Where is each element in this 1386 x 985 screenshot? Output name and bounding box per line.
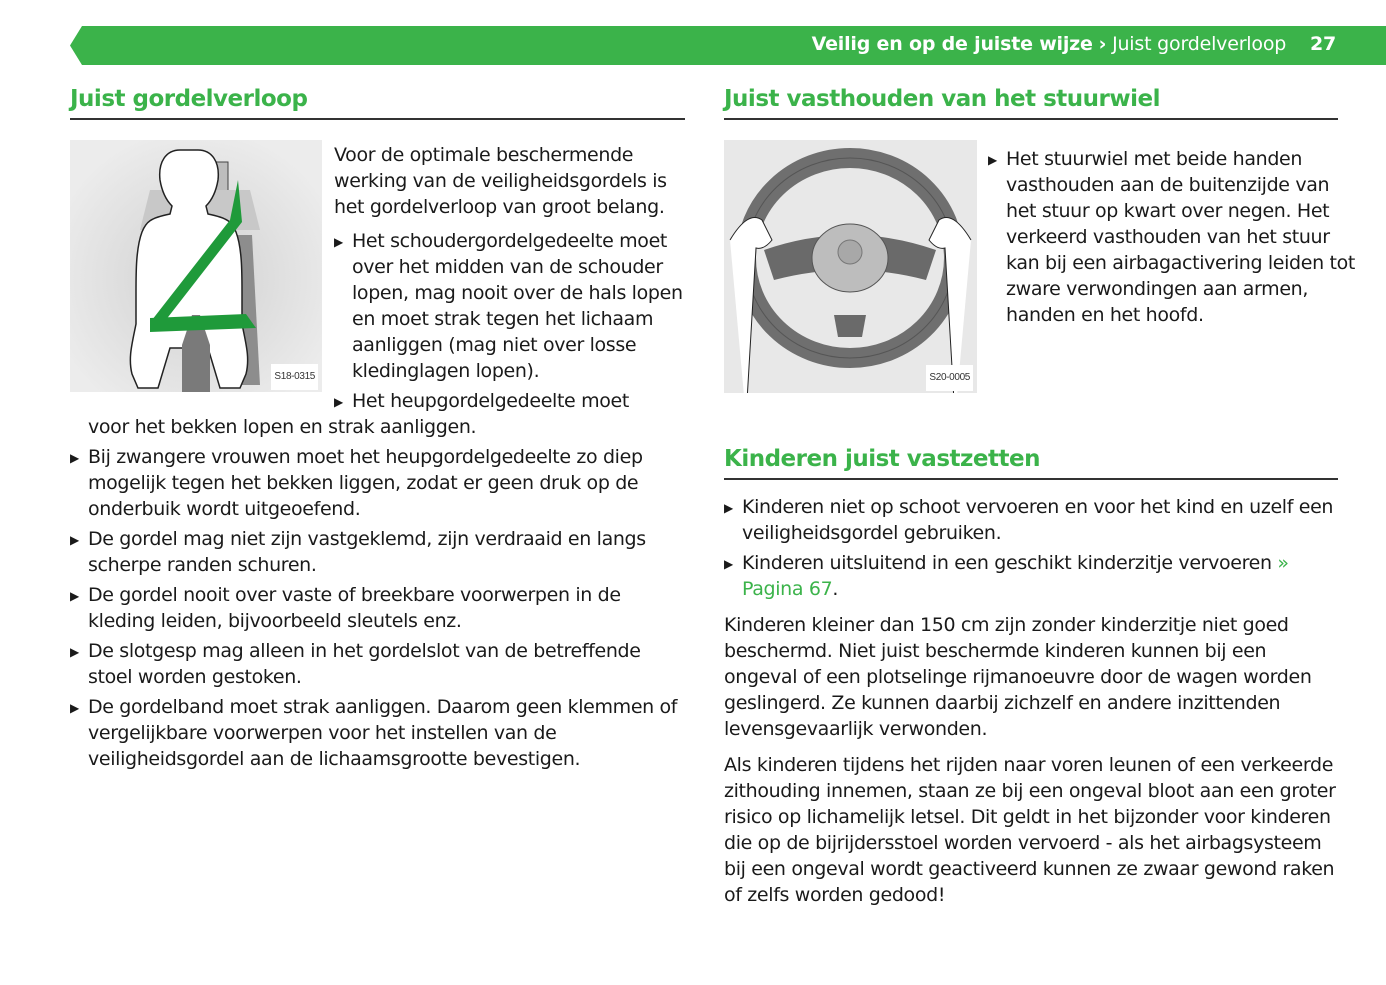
children-paragraph-2: Als kinderen tijdens het rijden naar voren leunen of een verkeerde zithouding innemen, staan ze bij een ongeval bloot aan een groter risico op lichamelijk letsel. Dit geldt in het bijzonder voor kinderen die op de bijrijdersstoel worden vervoerd - als het airbagsysteem bij een ongeval wordt geactiveerd kunnen ze zwaar gewond raken of zelfs worden gedood! xyxy=(724,754,1336,906)
figure-label: S20-0005 xyxy=(926,365,973,391)
bullet-continuation: voor het bekken lopen en strak aanliggen. xyxy=(88,416,477,438)
bullet-triangle-icon: ▶ xyxy=(70,533,79,547)
bullet-triangle-icon: ▶ xyxy=(70,589,79,603)
steering-figure xyxy=(724,140,977,393)
bullet-triangle-icon: ▶ xyxy=(724,557,733,571)
bullet-item: ▶ Bij zwangere vrouwen moet het heupgordelgedeelte zo diep mogelijk tegen het bekken liggen, zodat er geen druk op de onderbuik wordt uitgeoefend. xyxy=(70,446,643,520)
bullet-item: ▶ Het heupgordelgedeelte moet xyxy=(334,388,685,414)
running-header xyxy=(812,33,1336,55)
page-67-link[interactable]: » Pagina 67 xyxy=(742,552,1289,600)
seatbelt-illustration-icon xyxy=(70,140,322,392)
intro-paragraph: Voor de optimale beschermende werking van de veiligheidsgordels is het gordelverloop van groot belang. xyxy=(334,144,667,218)
bullet-triangle-icon: ▶ xyxy=(724,501,733,515)
header-subsection: Juist gordelverloop xyxy=(1112,33,1287,55)
left-column xyxy=(70,84,685,776)
header-section: Veilig en op de juiste wijze xyxy=(811,33,1093,55)
bullet-item: ▶ Kinderen niet op schoot vervoeren en voor het kind en uzelf een veiligheidsgordel gebruiken. xyxy=(724,496,1334,544)
figure-label: S18-0315 xyxy=(271,364,318,390)
bullet-triangle-icon: ▶ xyxy=(70,645,79,659)
bullet-triangle-icon: ▶ xyxy=(70,701,79,715)
seatbelt-figure xyxy=(70,140,322,392)
steering-wheel-illustration-icon xyxy=(724,140,977,393)
bullet-item: ▶ De gordel nooit over vaste of breekbare voorwerpen in de kleding leiden, bijvoorbeeld sleutels enz. xyxy=(70,584,621,632)
right-column xyxy=(724,84,1355,908)
header-separator: › xyxy=(1098,33,1107,55)
bullet-triangle-icon: ▶ xyxy=(334,235,343,249)
bullet-triangle-icon: ▶ xyxy=(988,153,997,167)
section-title-children: Kinderen juist vastzetten xyxy=(724,444,1338,480)
bullet-item: ▶ Het stuurwiel met beide handen vasthouden aan de buitenzijde van het stuur op kwart over negen. Het verkeerd vasthouden van het stuur kan bij een airbagactivering leiden tot zware verwondingen aan armen, handen en het hoofd. xyxy=(988,148,1355,326)
page-number: 27 xyxy=(1309,33,1336,55)
bullet-item: ▶ De gordel mag niet zijn vastgeklemd, zijn verdraaid en langs scherpe randen schuren. xyxy=(70,528,646,576)
bullet-item: ▶ Kinderen uitsluitend in een geschikt kinderzitje vervoeren » Pagina 67. xyxy=(724,552,1289,600)
children-paragraph-1: Kinderen kleiner dan 150 cm zijn zonder kinderzitje niet goed beschermd. Niet juist beschermde kinderen kunnen bij een ongeval of een plotselinge rijmanoeuvre door de wagen worden geslingerd. Ze kunnen daarbij zichzelf en andere inzittenden levensgevaarlijk verwonden. xyxy=(724,614,1312,740)
section-title-seatbelt: Juist gordelverloop xyxy=(70,84,685,120)
bullet-item: ▶ De slotgesp mag alleen in het gordelslot van de betreffende stoel worden gestoken. xyxy=(70,640,641,688)
bullet-triangle-icon: ▶ xyxy=(70,451,79,465)
bullet-item: ▶ De gordelband moet strak aanliggen. Daarom geen klemmen of vergelijkbare voorwerpen voor het instellen van de veiligheidsgordel aan de lichaamsgrootte bevestigen. xyxy=(70,696,678,770)
section-title-steering: Juist vasthouden van het stuurwiel xyxy=(724,84,1338,120)
bullet-triangle-icon: ▶ xyxy=(334,395,343,409)
bullet-item: ▶ Het schoudergordelgedeelte moet over het midden van de schouder lopen, mag nooit over de hals lopen en moet strak tegen het lichaam aanliggen (mag niet over losse kledinglagen lopen). xyxy=(334,230,683,382)
